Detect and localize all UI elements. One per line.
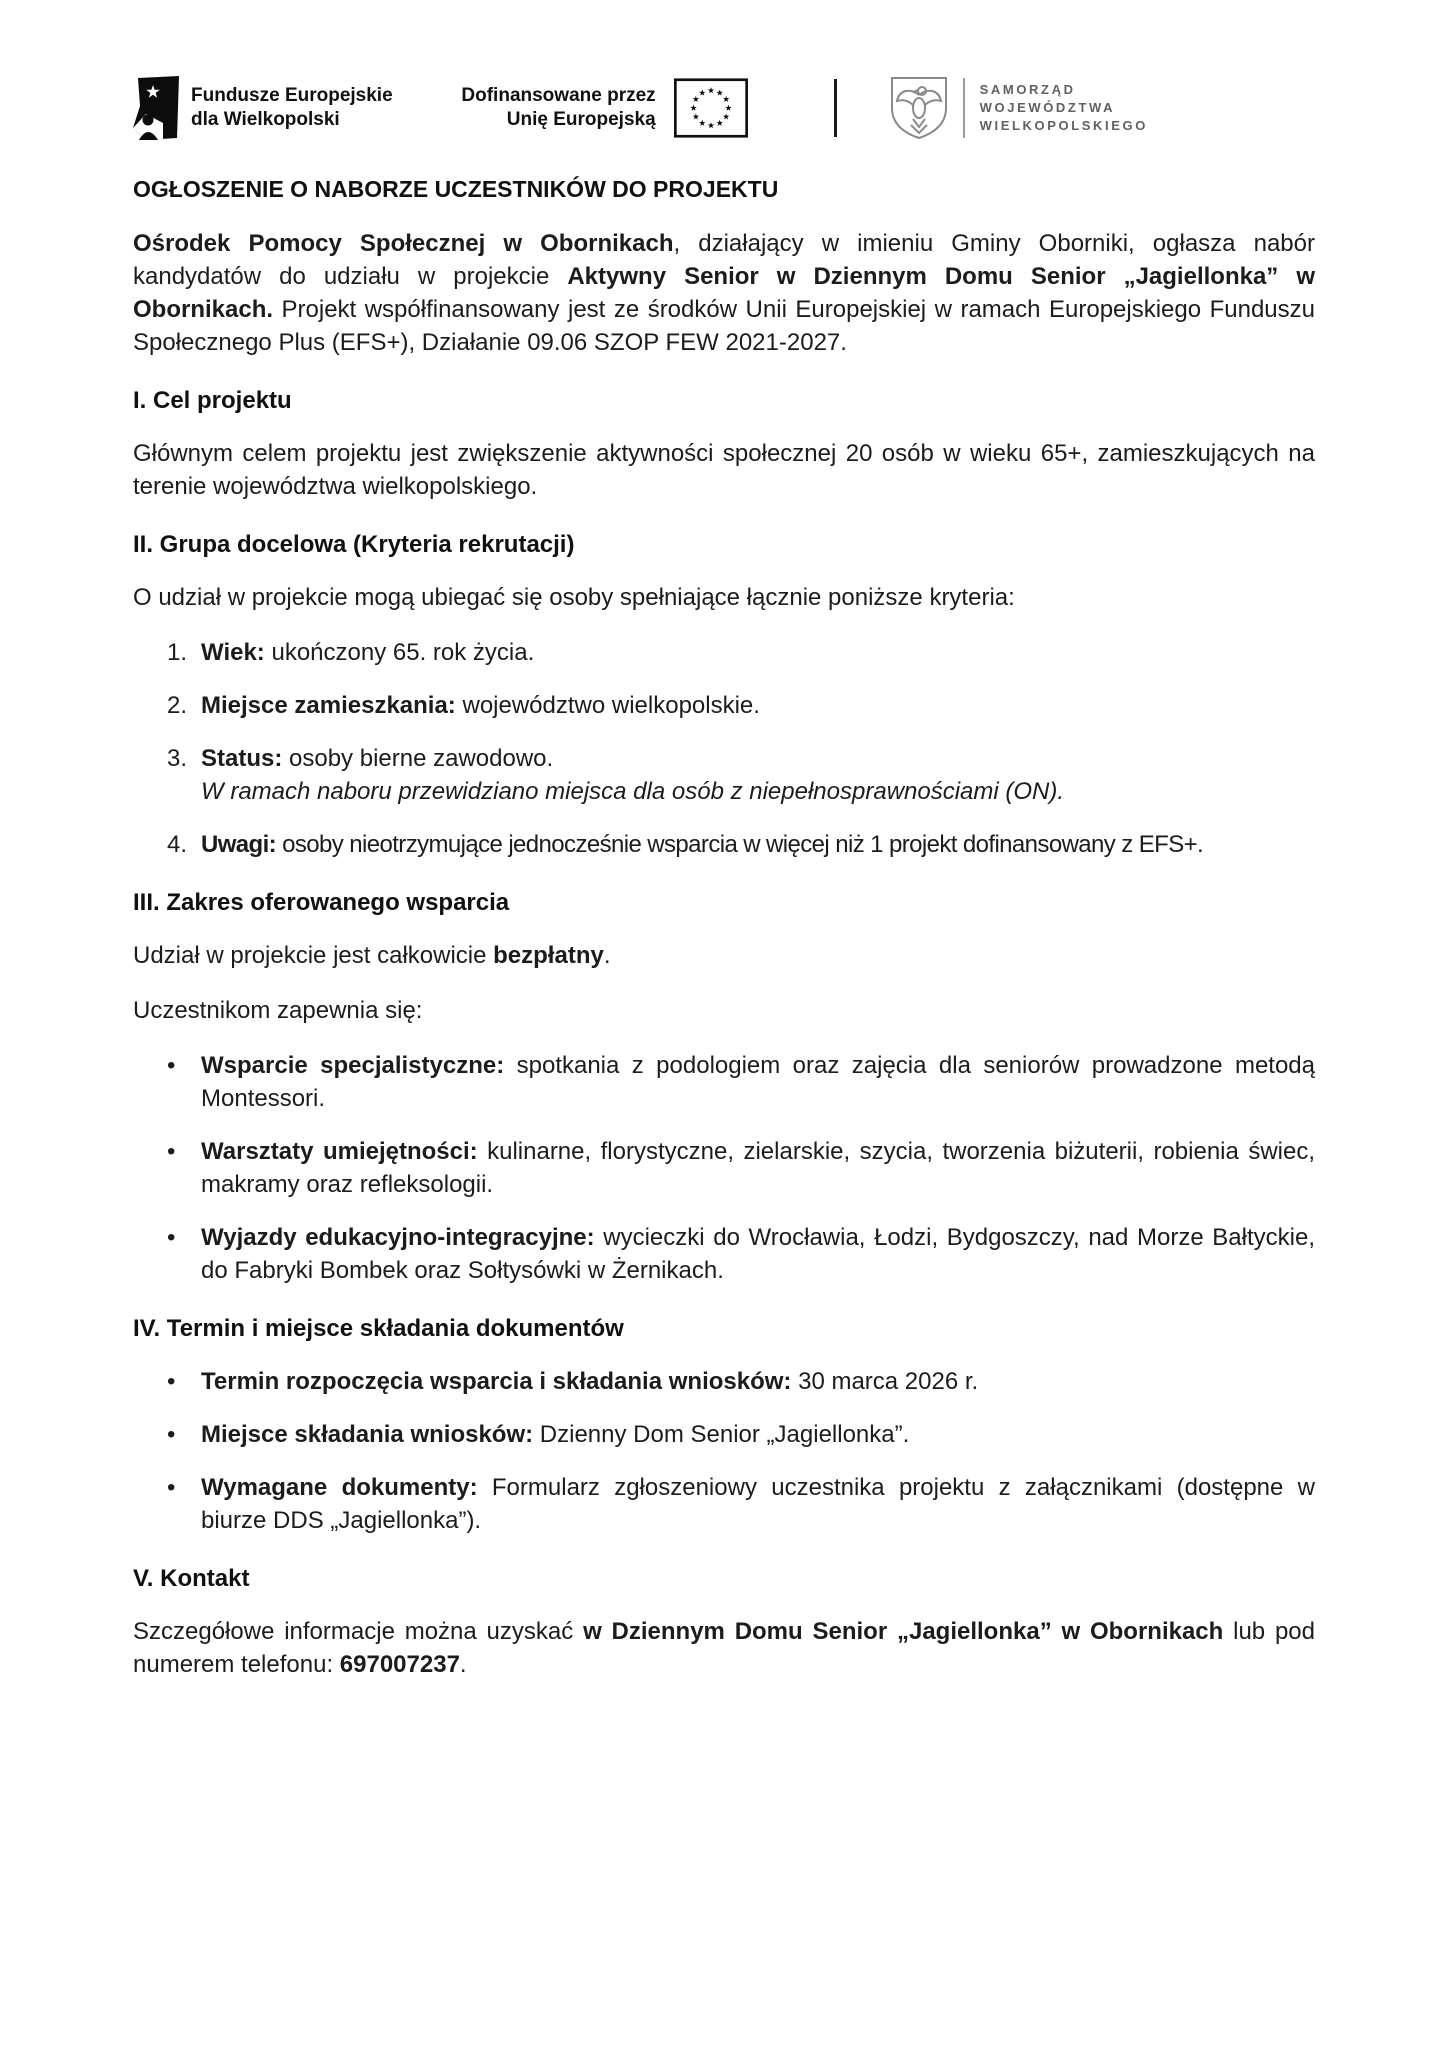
bullet-item-warsztaty — [167, 1135, 1315, 1201]
item-value: Dzienny Dom Senior „Jagiellonka”. — [533, 1421, 910, 1448]
intro-text-1: , działający w imieniu Gminy Oborniki, ogłasza nabór kandydatów do udziału w projekcie — [133, 230, 1315, 290]
logo-left-line2: dla Wielkopolski — [191, 109, 340, 130]
bullet-icon: • — [167, 1052, 176, 1079]
bullet-item-dokumenty — [167, 1471, 1315, 1537]
item-value: osoby nieotrzymujące jednocześnie wsparcia w więcej niż 1 projekt dofinansowany z EFS+. — [276, 831, 1204, 858]
item-value: wycieczki do Wrocławia, Łodzi, Bydgoszczy, nad Morze Bałtyckie, do Fabryki Bombek oraz Sołtysówki w Żernikach. — [201, 1224, 1315, 1284]
list-number: 3. — [167, 745, 188, 772]
item-label: Termin rozpoczęcia wsparcia i składania wniosków: — [201, 1368, 792, 1395]
kontakt-paragraph — [133, 1615, 1315, 1681]
item-value: osoby bierne zawodowo. — [282, 745, 554, 772]
bezplatny-paragraph — [133, 939, 1315, 972]
fundusze-europejskie-flag-icon — [133, 76, 179, 140]
item-value: 30 marca 2026 r. — [791, 1368, 979, 1395]
bullet-item-text — [201, 1365, 1315, 1398]
list-number: 1. — [167, 639, 188, 666]
bullet-item-text — [201, 1418, 1315, 1451]
fundusze-europejskie-logo — [133, 76, 393, 140]
item-label: Wyjazdy edukacyjno-integracyjne: — [201, 1224, 595, 1251]
cel-paragraph: Głównym celem projektu jest zwiększenie aktywności społecznej 20 osób w wieku 65+, zamieszkujących na terenie województwa wielkopolskiego. — [133, 440, 1315, 500]
kontakt-bold-1: w Dziennym Domu Senior „Jagiellonka” w Obornikach — [583, 1618, 1224, 1645]
intro-bold-2: Aktywny Senior w Dziennym Domu Senior „Jagiellonka” w Obornikach. — [133, 263, 1315, 323]
bullet-item-text — [201, 1221, 1315, 1287]
status-note-italic: W ramach naboru przewidziano miejsca dla osób z niepełnosprawnościami (ON). — [201, 778, 1065, 805]
grupa-intro: O udział w projekcie mogą ubiegać się osoby spełniające łącznie poniższe kryteria: — [133, 584, 1015, 611]
bullet-icon: • — [167, 1138, 176, 1165]
bezplatny-text-1: Udział w projekcie jest całkowicie — [133, 942, 494, 969]
item-label: Miejsce składania wniosków: — [201, 1421, 534, 1448]
item-label: Wsparcie specjalistyczne: — [201, 1052, 505, 1079]
bezplatny-bold: bezpłatny — [493, 942, 604, 969]
item-label: Miejsce zamieszkania: — [201, 692, 456, 719]
bullet-item-wsparcie — [167, 1049, 1315, 1115]
list-item-wiek — [167, 636, 1315, 669]
item-label: Warsztaty umiejętności: — [201, 1138, 478, 1165]
wielkopolska-coat-of-arms-icon — [889, 75, 949, 141]
criteria-list — [133, 636, 1315, 861]
kontakt-text-3: . — [459, 1651, 467, 1678]
samorzad-line3: WIELKOPOLSKIEGO — [979, 118, 1148, 133]
item-value: kulinarne, florystyczne, zielarskie, szycia, tworzenia biżuterii, robienia świec, makramy oraz refleksologii. — [201, 1138, 1315, 1198]
list-item-uwagi — [167, 828, 1315, 861]
item-label: Wiek: — [201, 639, 265, 666]
list-item-status — [167, 742, 1315, 808]
item-value: ukończony 65. rok życia. — [264, 639, 535, 666]
list-item-text — [201, 636, 1315, 669]
header-divider — [834, 79, 837, 137]
list-number: 4. — [167, 831, 188, 858]
section-heading-cel: I. Cel projektu — [133, 387, 292, 414]
item-label: Status: — [201, 745, 283, 772]
list-number: 2. — [167, 692, 188, 719]
list-item-text — [201, 742, 1315, 808]
item-label: Wymagane dokumenty: — [201, 1474, 478, 1501]
document-header — [133, 74, 1448, 142]
samorzad-line2: WOJEWÓDZTWA — [979, 100, 1116, 115]
item-value: województwo wielkopolskie. — [455, 692, 760, 719]
kontakt-phone: 697007237 — [339, 1651, 460, 1678]
fundusze-europejskie-label — [191, 84, 393, 132]
item-value: spotkania z podologiem oraz zajęcia dla seniorów prowadzone metodą Montessori. — [201, 1052, 1316, 1112]
section-heading-kontakt: V. Kontakt — [133, 1565, 250, 1592]
bullet-icon: • — [167, 1368, 176, 1395]
bullet-item-text — [201, 1135, 1315, 1201]
intro-paragraph — [133, 227, 1315, 359]
eu-funding-label — [421, 84, 656, 132]
kontakt-text-1: Szczegółowe informacje można uzyskać — [133, 1618, 584, 1645]
bullet-item-text — [201, 1471, 1315, 1537]
list-item-zamieszkanie — [167, 689, 1315, 722]
logo-left-line1: Fundusze Europejskie — [191, 85, 393, 106]
section-heading-termin: IV. Termin i miejsce składania dokumentów — [133, 1315, 624, 1342]
termin-list — [133, 1365, 1315, 1537]
kontakt-text-2: lub pod numerem telefonu: — [133, 1618, 1315, 1678]
wsparcie-list — [133, 1049, 1315, 1287]
funding-line2: Unię Europejską — [506, 109, 656, 130]
intro-text-2: Projekt współfinansowany jest ze środków Unii Europejskiej w ramach Europejskiego Funduszu Społecznego Plus (EFS+), Działanie 09.06 SZOP FEW 2021-2027. — [133, 296, 1315, 356]
bullet-item-text — [201, 1049, 1315, 1115]
intro-bold-1: Ośrodek Pomocy Społecznej w Obornikach — [133, 230, 674, 257]
page-title: OGŁOSZENIE O NABORZE UCZESTNIKÓW DO PROJEKTU — [133, 176, 779, 202]
bullet-icon: • — [167, 1421, 176, 1448]
list-item-text — [201, 828, 1315, 861]
bullet-icon: • — [167, 1224, 176, 1251]
samorzad-label — [980, 81, 1148, 135]
crest-divider — [963, 78, 965, 138]
item-label: Uwagi: — [201, 831, 277, 858]
item-value: Formularz zgłoszeniowy uczestnika projektu z załącznikami (dostępne w biurze DDS „Jagiellonka”). — [201, 1474, 1315, 1534]
bullet-icon: • — [167, 1474, 176, 1501]
bullet-item-miejsce — [167, 1418, 1315, 1451]
section-heading-zakres: III. Zakres oferowanego wsparcia — [133, 889, 510, 916]
bezplatny-text-2: . — [603, 942, 611, 969]
list-item-text — [201, 689, 1315, 722]
funding-line1: Dofinansowane przez — [461, 85, 656, 106]
samorzad-line1: SAMORZĄD — [979, 82, 1076, 97]
bullet-item-wyjazdy — [167, 1221, 1315, 1287]
zapewnia-paragraph: Uczestnikom zapewnia się: — [133, 997, 423, 1024]
bullet-item-termin — [167, 1365, 1315, 1398]
section-heading-grupa: II. Grupa docelowa (Kryteria rekrutacji) — [133, 531, 575, 558]
document-body — [0, 176, 1448, 1681]
eu-flag-icon — [674, 78, 748, 138]
